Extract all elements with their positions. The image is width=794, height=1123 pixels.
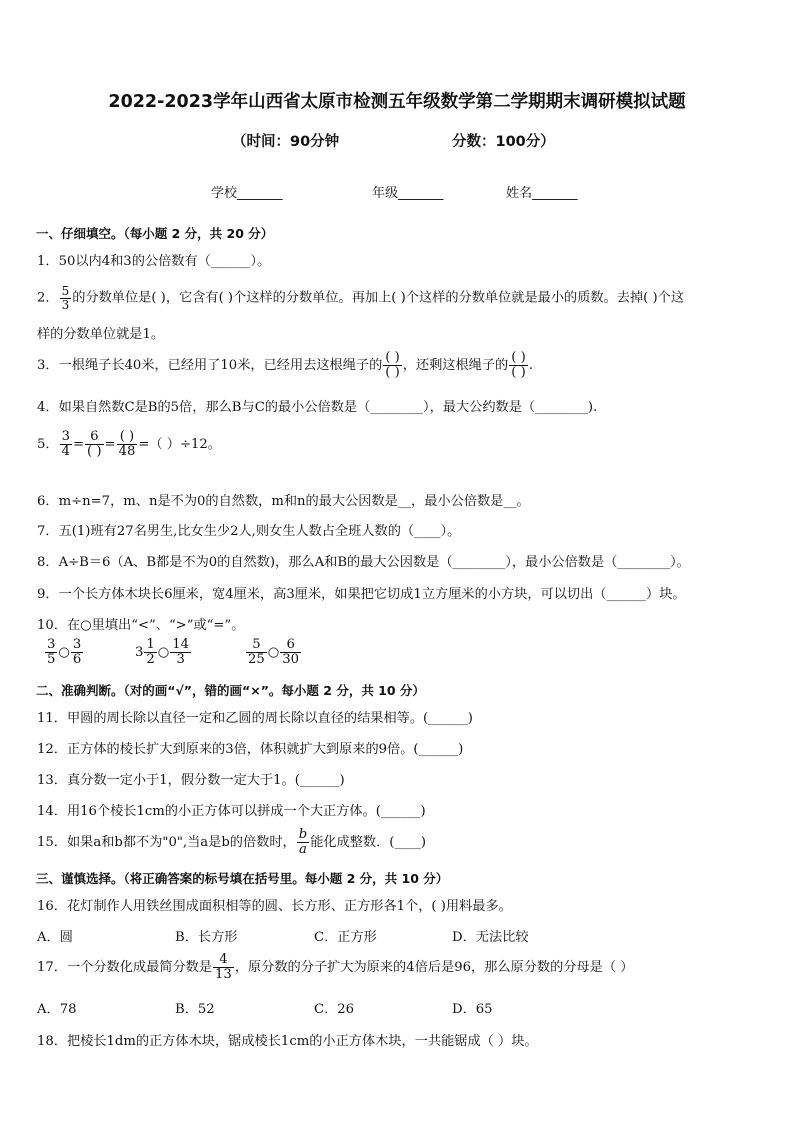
- whole-number: 3: [135, 644, 144, 660]
- exam-score: 分数：100分）: [452, 134, 555, 150]
- question-10: 10．在○里填出“<”、“>”或“=”。: [37, 618, 245, 633]
- question-14: 14．用16个棱长1cm的小正方体可以拼成一个大正方体。(______): [37, 804, 426, 819]
- question-1: 1．50以内4和3的公倍数有（______）。: [37, 254, 271, 269]
- question-3: [37, 351, 533, 380]
- compare-circle[interactable]: ○: [58, 644, 70, 660]
- compare-item-1[interactable]: [44, 638, 84, 667]
- question-number: 2．: [37, 290, 59, 306]
- school-field[interactable]: 学校_______: [211, 186, 283, 201]
- fraction: $\frac{3}{5}$: [47, 637, 56, 667]
- name-field[interactable]: 姓名_______: [506, 186, 578, 201]
- blank-fraction[interactable]: $\frac{( )}{( )}$: [511, 350, 526, 380]
- compare-circle[interactable]: ○: [267, 644, 280, 660]
- question-15: [37, 828, 426, 857]
- question-18: 18．把棱长1dm的正方体木块，锯成棱长1cm的小正方体木块，一共能锯成（ ）块。: [37, 1034, 538, 1049]
- question-7: 7．五(1)班有27名男生,比女生少2人,则女生人数占全班人数的（____）。: [37, 524, 461, 539]
- section-fill-in: 一、仔细填空。（每小题 2 分，共 20 分）: [36, 226, 274, 241]
- fraction: $\frac{b}{a}$: [298, 827, 308, 857]
- fraction: $\frac{5}{3}$: [61, 284, 70, 312]
- fraction: $\frac{1}{2}$: [146, 637, 155, 667]
- fraction: $\frac{4}{13}$: [215, 952, 232, 982]
- question-6: 6．m÷n=7，m、n是不为0的自然数，m和n的最大公因数是__，最小公倍数是__。: [37, 494, 530, 509]
- question-text: 17．一个分数化成最简分数是: [37, 959, 213, 975]
- question-16: 16．花灯制作人用铁丝围成面积相等的圆、长方形、正方形各1个，( )用料最多。: [37, 899, 512, 914]
- compare-item-2[interactable]: [135, 638, 192, 667]
- fraction: $\frac{6}{30}$: [282, 637, 300, 667]
- option-d[interactable]: D．无法比较: [452, 930, 529, 945]
- period: .: [528, 357, 533, 373]
- question-4: 4．如果自然数C是B的5倍，那么B与C的最小公倍数是（________），最大公约数是（________).: [37, 400, 598, 415]
- option-a[interactable]: A．78: [37, 1002, 77, 1017]
- question-text: 的分数单位是( )，它含有( )个这样的分数单位。再加上( )个这样的分数单位就是最小的质数。去掉( )个这: [72, 290, 685, 306]
- fraction: $\frac{3}{6}$: [72, 637, 82, 667]
- section-multiple-choice: 三、谨慎选择。（将正确答案的标号填在括号里。每小题 2 分，共 10 分）: [36, 871, 449, 886]
- question-text: 15．如果a和b都不为"0",当a是b的倍数时，: [37, 834, 296, 850]
- question-17: [37, 953, 633, 982]
- grade-field[interactable]: 年级_______: [372, 186, 444, 201]
- question-text: 3．一根绳子长40米，已经用了10米，已经用去这根绳子的: [37, 357, 383, 373]
- equals-sign: =: [72, 436, 85, 452]
- compare-circle[interactable]: ○: [157, 644, 170, 660]
- compare-item-3[interactable]: [245, 638, 302, 667]
- question-8: 8．A÷B＝6（A、B都是不为0的自然数)，那么A和B的最大公因数是（________），最小公倍数是（________）。: [37, 555, 690, 570]
- fraction[interactable]: $\frac{6}{( )}$: [87, 429, 102, 459]
- question-9: 9．一个长方体木块长6厘米，宽4厘米，高3厘米，如果把它切成1立方厘米的小方块，可以切出（______）块。: [37, 587, 686, 602]
- option-b[interactable]: B．52: [175, 1002, 215, 1017]
- question-text: ，还剩这根绳子的: [402, 357, 509, 373]
- question-2-continued: 样的分数单位就是1。: [37, 327, 165, 342]
- question-text: ，原分数的分子扩大为原来的4倍后是96，那么原分数的分母是（ ）: [234, 959, 634, 975]
- page-title: 2022-2023学年山西省太原市检测五年级数学第二学期期末调研模拟试题: [108, 92, 686, 112]
- question-5: [37, 430, 221, 459]
- fraction: $\frac{3}{4}$: [61, 429, 70, 459]
- option-c[interactable]: C．正方形: [314, 930, 377, 945]
- question-text: =（ ）÷12。: [138, 436, 221, 452]
- question-11: 11．甲圆的周长除以直径一定和乙圆的周长除以直径的结果相等。(______): [37, 711, 473, 726]
- fraction: $\frac{5}{25}$: [248, 637, 265, 667]
- fraction: $\frac{14}{3}$: [172, 637, 190, 667]
- question-12: 12．正方体的棱长扩大到原来的3倍，体积就扩大到原来的9倍。(______): [37, 742, 464, 757]
- option-c[interactable]: C．26: [314, 1002, 355, 1017]
- question-2: [37, 285, 684, 311]
- exam-time: （时间：90分钟: [232, 134, 340, 150]
- option-a[interactable]: A．圆: [37, 930, 73, 945]
- question-13: 13．真分数一定小于1，假分数一定大于1。(______): [37, 773, 345, 788]
- equals-sign: =: [104, 436, 116, 452]
- section-true-false: 二、准确判断。（对的画“√”，错的画“×”。每小题 2 分，共 10 分）: [36, 683, 425, 698]
- option-b[interactable]: B．长方形: [175, 930, 238, 945]
- question-text: 能化成整数．(____): [310, 834, 426, 850]
- fraction[interactable]: $\frac{( )}{48}$: [118, 429, 136, 459]
- blank-fraction[interactable]: $\frac{( )}{( )}$: [385, 350, 400, 380]
- question-number: 5．: [37, 436, 59, 452]
- option-d[interactable]: D．65: [452, 1002, 493, 1017]
